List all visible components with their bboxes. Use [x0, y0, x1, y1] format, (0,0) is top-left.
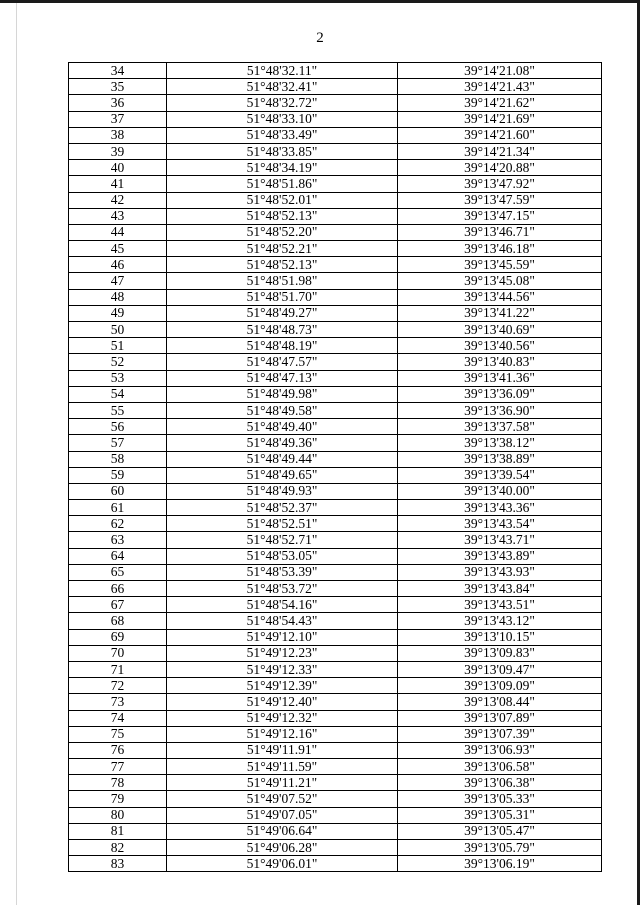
table-row	[69, 661, 602, 677]
table-row	[69, 613, 602, 629]
point-number-cell: 48	[69, 289, 167, 305]
latitude-cell: 51°49'12.32"	[167, 710, 398, 726]
point-number-cell: 69	[69, 629, 167, 645]
latitude-cell: 51°49'06.64"	[167, 823, 398, 839]
latitude-cell: 51°49'12.16"	[167, 726, 398, 742]
latitude-cell: 51°48'33.49"	[167, 127, 398, 143]
latitude-cell: 51°48'52.13"	[167, 208, 398, 224]
point-number-cell: 51	[69, 338, 167, 354]
longitude-cell: 39°13'41.22"	[398, 305, 602, 321]
table-row	[69, 629, 602, 645]
latitude-cell: 51°49'12.40"	[167, 694, 398, 710]
longitude-cell: 39°13'43.93"	[398, 564, 602, 580]
longitude-cell: 39°13'43.84"	[398, 581, 602, 597]
longitude-cell: 39°13'39.54"	[398, 467, 602, 483]
point-number-cell: 40	[69, 160, 167, 176]
table-row	[69, 451, 602, 467]
table-row	[69, 386, 602, 402]
table-row	[69, 678, 602, 694]
point-number-cell: 60	[69, 483, 167, 499]
point-number-cell: 46	[69, 257, 167, 273]
table-row	[69, 581, 602, 597]
point-number-cell: 66	[69, 581, 167, 597]
point-number-cell: 52	[69, 354, 167, 370]
latitude-cell: 51°48'49.44"	[167, 451, 398, 467]
table-row	[69, 807, 602, 823]
table-row	[69, 160, 602, 176]
table-row	[69, 79, 602, 95]
point-number-cell: 61	[69, 500, 167, 516]
longitude-cell: 39°13'47.59"	[398, 192, 602, 208]
table-row	[69, 500, 602, 516]
point-number-cell: 70	[69, 645, 167, 661]
table-row	[69, 548, 602, 564]
longitude-cell: 39°13'09.09"	[398, 678, 602, 694]
table-row	[69, 273, 602, 289]
longitude-cell: 39°13'05.79"	[398, 840, 602, 856]
point-number-cell: 64	[69, 548, 167, 564]
table-row	[69, 856, 602, 872]
point-number-cell: 65	[69, 564, 167, 580]
latitude-cell: 51°48'47.57"	[167, 354, 398, 370]
table-row	[69, 823, 602, 839]
table-row	[69, 467, 602, 483]
page-top-edge	[0, 0, 640, 3]
latitude-cell: 51°48'32.72"	[167, 95, 398, 111]
table-row	[69, 791, 602, 807]
latitude-cell: 51°48'48.73"	[167, 322, 398, 338]
longitude-cell: 39°13'10.15"	[398, 629, 602, 645]
latitude-cell: 51°48'54.43"	[167, 613, 398, 629]
table-row	[69, 532, 602, 548]
longitude-cell: 39°13'06.19"	[398, 856, 602, 872]
latitude-cell: 51°49'06.28"	[167, 840, 398, 856]
longitude-cell: 39°13'07.39"	[398, 726, 602, 742]
point-number-cell: 77	[69, 759, 167, 775]
point-number-cell: 62	[69, 516, 167, 532]
point-number-cell: 45	[69, 241, 167, 257]
latitude-cell: 51°48'52.37"	[167, 500, 398, 516]
table-row	[69, 419, 602, 435]
table-row	[69, 208, 602, 224]
table-row	[69, 289, 602, 305]
table-row	[69, 726, 602, 742]
latitude-cell: 51°49'11.21"	[167, 775, 398, 791]
latitude-cell: 51°48'49.93"	[167, 483, 398, 499]
table-row	[69, 564, 602, 580]
table-row	[69, 305, 602, 321]
point-number-cell: 56	[69, 419, 167, 435]
point-number-cell: 36	[69, 95, 167, 111]
longitude-cell: 39°13'05.31"	[398, 807, 602, 823]
point-number-cell: 81	[69, 823, 167, 839]
longitude-cell: 39°13'06.93"	[398, 742, 602, 758]
longitude-cell: 39°13'36.09"	[398, 386, 602, 402]
page-left-edge	[16, 3, 17, 905]
table-row	[69, 483, 602, 499]
longitude-cell: 39°13'38.12"	[398, 435, 602, 451]
latitude-cell: 51°48'54.16"	[167, 597, 398, 613]
point-number-cell: 79	[69, 791, 167, 807]
latitude-cell: 51°48'32.11"	[167, 63, 398, 79]
latitude-cell: 51°48'51.86"	[167, 176, 398, 192]
table-row	[69, 63, 602, 79]
table-row	[69, 840, 602, 856]
latitude-cell: 51°49'06.01"	[167, 856, 398, 872]
table-row	[69, 322, 602, 338]
latitude-cell: 51°49'07.52"	[167, 791, 398, 807]
latitude-cell: 51°48'52.71"	[167, 532, 398, 548]
table-row	[69, 597, 602, 613]
latitude-cell: 51°48'52.01"	[167, 192, 398, 208]
latitude-cell: 51°48'52.13"	[167, 257, 398, 273]
latitude-cell: 51°48'53.39"	[167, 564, 398, 580]
table-row	[69, 224, 602, 240]
point-number-cell: 42	[69, 192, 167, 208]
point-number-cell: 78	[69, 775, 167, 791]
point-number-cell: 68	[69, 613, 167, 629]
longitude-cell: 39°13'05.33"	[398, 791, 602, 807]
longitude-cell: 39°13'41.36"	[398, 370, 602, 386]
point-number-cell: 47	[69, 273, 167, 289]
longitude-cell: 39°13'09.47"	[398, 661, 602, 677]
longitude-cell: 39°13'45.59"	[398, 257, 602, 273]
latitude-cell: 51°48'32.41"	[167, 79, 398, 95]
point-number-cell: 76	[69, 742, 167, 758]
point-number-cell: 73	[69, 694, 167, 710]
latitude-cell: 51°49'11.59"	[167, 759, 398, 775]
point-number-cell: 34	[69, 63, 167, 79]
longitude-cell: 39°13'47.15"	[398, 208, 602, 224]
longitude-cell: 39°14'21.34"	[398, 143, 602, 159]
point-number-cell: 63	[69, 532, 167, 548]
point-number-cell: 49	[69, 305, 167, 321]
longitude-cell: 39°13'47.92"	[398, 176, 602, 192]
table-row	[69, 370, 602, 386]
table-row	[69, 127, 602, 143]
point-number-cell: 74	[69, 710, 167, 726]
latitude-cell: 51°49'07.05"	[167, 807, 398, 823]
longitude-cell: 39°14'21.62"	[398, 95, 602, 111]
point-number-cell: 41	[69, 176, 167, 192]
point-number-cell: 55	[69, 402, 167, 418]
latitude-cell: 51°48'34.19"	[167, 160, 398, 176]
longitude-cell: 39°13'46.71"	[398, 224, 602, 240]
latitude-cell: 51°48'53.05"	[167, 548, 398, 564]
longitude-cell: 39°13'07.89"	[398, 710, 602, 726]
table-row	[69, 645, 602, 661]
longitude-cell: 39°13'43.36"	[398, 500, 602, 516]
point-number-cell: 37	[69, 111, 167, 127]
point-number-cell: 53	[69, 370, 167, 386]
point-number-cell: 44	[69, 224, 167, 240]
latitude-cell: 51°48'49.40"	[167, 419, 398, 435]
longitude-cell: 39°13'46.18"	[398, 241, 602, 257]
longitude-cell: 39°13'40.69"	[398, 322, 602, 338]
table-row	[69, 111, 602, 127]
longitude-cell: 39°13'40.56"	[398, 338, 602, 354]
table-row	[69, 241, 602, 257]
latitude-cell: 51°48'49.36"	[167, 435, 398, 451]
latitude-cell: 51°48'51.70"	[167, 289, 398, 305]
latitude-cell: 51°48'52.20"	[167, 224, 398, 240]
longitude-cell: 39°13'09.83"	[398, 645, 602, 661]
longitude-cell: 39°13'05.47"	[398, 823, 602, 839]
longitude-cell: 39°13'43.51"	[398, 597, 602, 613]
point-number-cell: 38	[69, 127, 167, 143]
longitude-cell: 39°14'21.43"	[398, 79, 602, 95]
table-row	[69, 694, 602, 710]
point-number-cell: 71	[69, 661, 167, 677]
latitude-cell: 51°48'33.10"	[167, 111, 398, 127]
point-number-cell: 39	[69, 143, 167, 159]
longitude-cell: 39°13'44.56"	[398, 289, 602, 305]
point-number-cell: 58	[69, 451, 167, 467]
coordinates-table	[68, 62, 602, 872]
latitude-cell: 51°48'33.85"	[167, 143, 398, 159]
point-number-cell: 54	[69, 386, 167, 402]
latitude-cell: 51°48'49.65"	[167, 467, 398, 483]
table-row	[69, 775, 602, 791]
longitude-cell: 39°14'21.69"	[398, 111, 602, 127]
point-number-cell: 67	[69, 597, 167, 613]
longitude-cell: 39°13'08.44"	[398, 694, 602, 710]
latitude-cell: 51°49'12.39"	[167, 678, 398, 694]
table-row	[69, 192, 602, 208]
longitude-cell: 39°13'45.08"	[398, 273, 602, 289]
table-row	[69, 742, 602, 758]
latitude-cell: 51°48'53.72"	[167, 581, 398, 597]
table-row	[69, 95, 602, 111]
point-number-cell: 72	[69, 678, 167, 694]
longitude-cell: 39°13'38.89"	[398, 451, 602, 467]
latitude-cell: 51°48'52.51"	[167, 516, 398, 532]
point-number-cell: 35	[69, 79, 167, 95]
latitude-cell: 51°49'12.23"	[167, 645, 398, 661]
point-number-cell: 75	[69, 726, 167, 742]
longitude-cell: 39°13'43.89"	[398, 548, 602, 564]
latitude-cell: 51°48'48.19"	[167, 338, 398, 354]
latitude-cell: 51°48'52.21"	[167, 241, 398, 257]
longitude-cell: 39°13'36.90"	[398, 402, 602, 418]
point-number-cell: 59	[69, 467, 167, 483]
longitude-cell: 39°14'20.88"	[398, 160, 602, 176]
table-row	[69, 710, 602, 726]
latitude-cell: 51°49'12.33"	[167, 661, 398, 677]
longitude-cell: 39°14'21.60"	[398, 127, 602, 143]
table-row	[69, 516, 602, 532]
page-number: 2	[316, 30, 324, 46]
longitude-cell: 39°13'06.38"	[398, 775, 602, 791]
table-row	[69, 354, 602, 370]
longitude-cell: 39°14'21.08"	[398, 63, 602, 79]
point-number-cell: 57	[69, 435, 167, 451]
point-number-cell: 43	[69, 208, 167, 224]
coordinates-table-body	[69, 63, 602, 872]
latitude-cell: 51°48'49.98"	[167, 386, 398, 402]
longitude-cell: 39°13'37.58"	[398, 419, 602, 435]
table-row	[69, 257, 602, 273]
longitude-cell: 39°13'43.54"	[398, 516, 602, 532]
longitude-cell: 39°13'43.12"	[398, 613, 602, 629]
table-row	[69, 176, 602, 192]
point-number-cell: 83	[69, 856, 167, 872]
latitude-cell: 51°48'49.58"	[167, 402, 398, 418]
latitude-cell: 51°49'12.10"	[167, 629, 398, 645]
longitude-cell: 39°13'40.00"	[398, 483, 602, 499]
table-row	[69, 402, 602, 418]
longitude-cell: 39°13'43.71"	[398, 532, 602, 548]
point-number-cell: 80	[69, 807, 167, 823]
latitude-cell: 51°49'11.91"	[167, 742, 398, 758]
latitude-cell: 51°48'51.98"	[167, 273, 398, 289]
table-row	[69, 338, 602, 354]
longitude-cell: 39°13'06.58"	[398, 759, 602, 775]
point-number-cell: 50	[69, 322, 167, 338]
table-row	[69, 143, 602, 159]
latitude-cell: 51°48'49.27"	[167, 305, 398, 321]
table-row	[69, 435, 602, 451]
point-number-cell: 82	[69, 840, 167, 856]
table-row	[69, 759, 602, 775]
latitude-cell: 51°48'47.13"	[167, 370, 398, 386]
longitude-cell: 39°13'40.83"	[398, 354, 602, 370]
